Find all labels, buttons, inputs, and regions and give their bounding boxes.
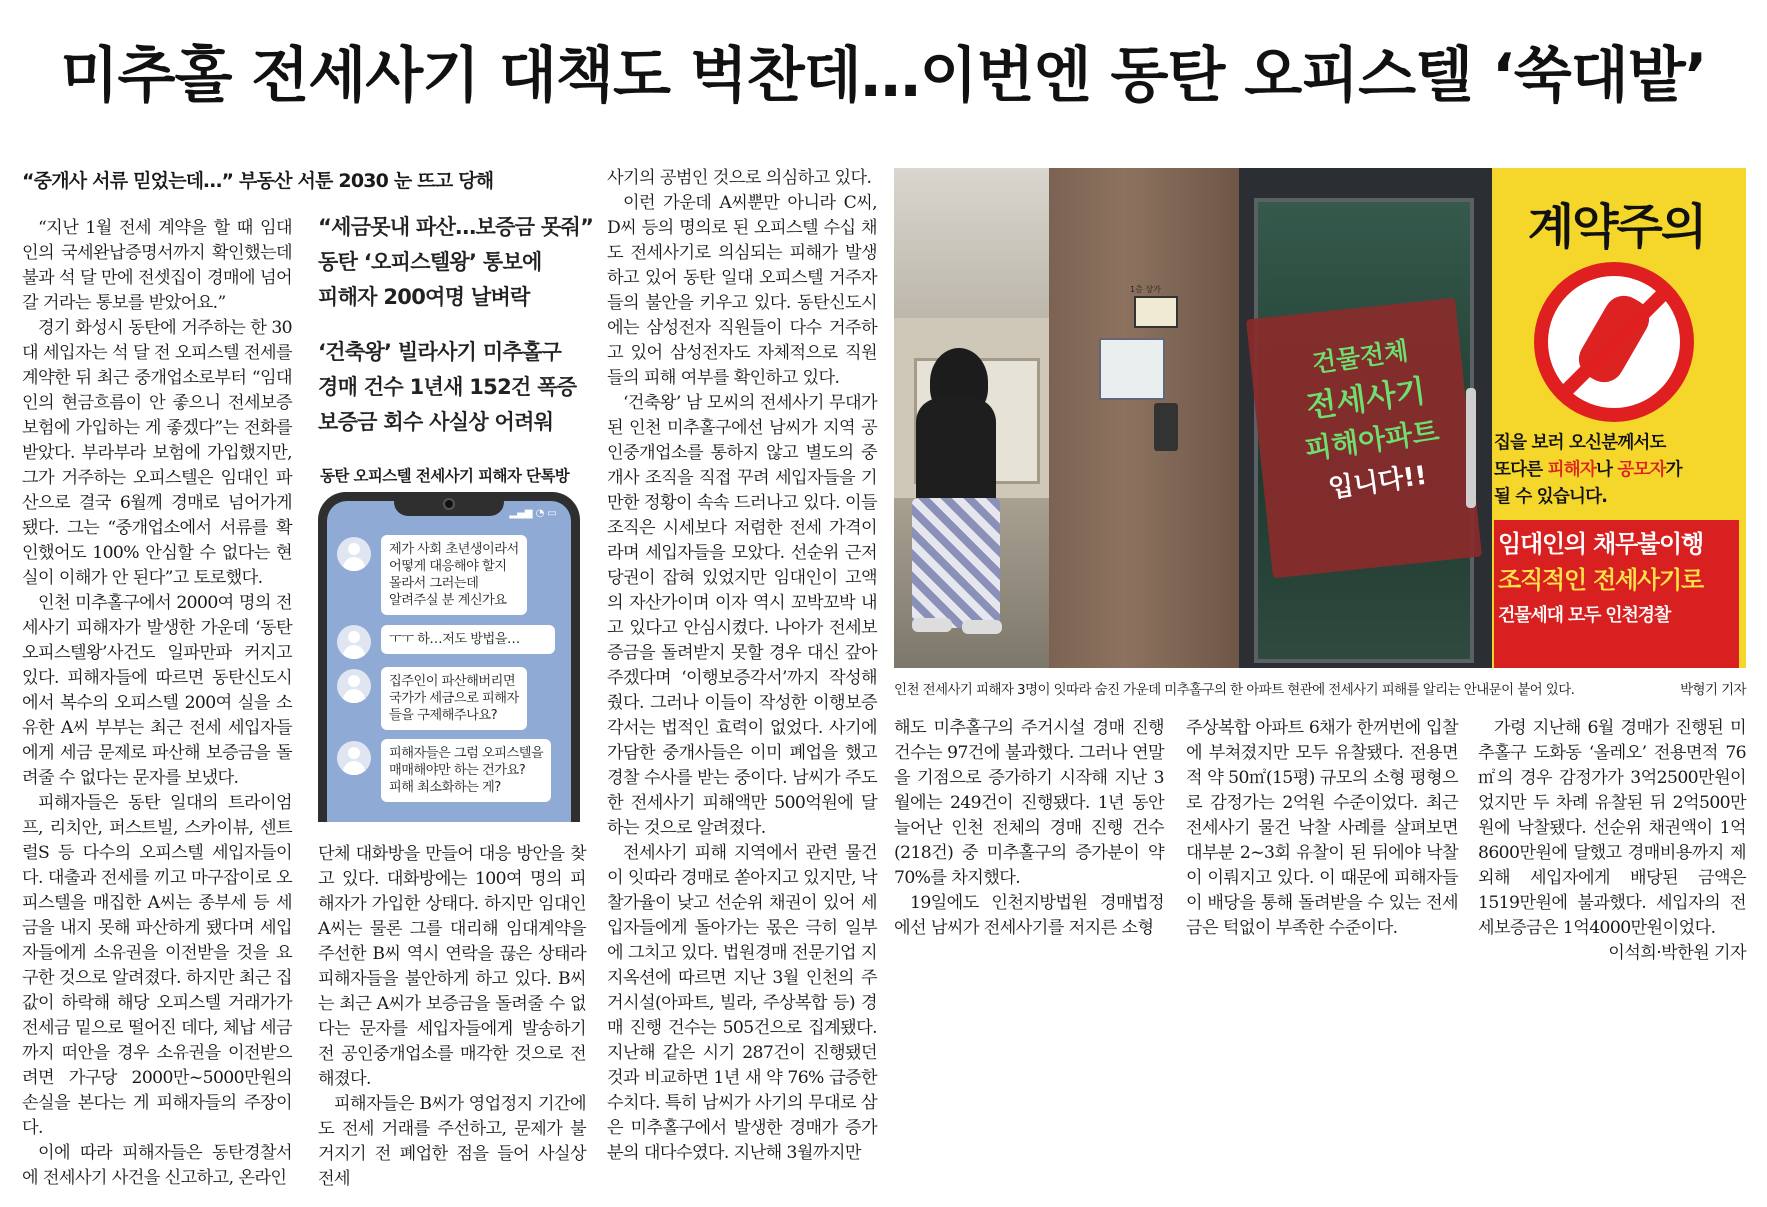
paragraph: 피해자들은 동탄 일대의 트라이엄프, 리치안, 퍼스트빌, 스카이뷰, 센트럴S 등 다수의 오피스텔 세입자들이다. 대출과 전세를 끼고 마구잡이로 오피스텔을 매집한 A씨는 종부세 등 세금을 내지 못해 파산하게 됐다며 세입자들에게 소유권을 이전받을 것을 요구한 것으로 알려졌다. 하지만 최근 집값이 하락해 해당 오피스텔 거래가가 전세금 밑으로 떨어진 데다, 체납 세금까지 떠안을 경우 소유권을 이전받으려면 가구당 2000만~5000만원의 손실을 본다는 게 피해자들의 주장이다. bbox=[22, 793, 292, 1138]
paragraph: 해도 미추홀구의 주거시설 경매 진행 건수는 97건에 불과했다. 그러나 연말을 기점으로 증가하기 시작해 지난 3월에는 249건이 진행됐다. 1년 동안 늘어난 인천 전체의 경매 진행 건수(218건) 중 미추홀구의 증가분이 약 70%를 차지했다. bbox=[894, 718, 1164, 888]
avatar-icon bbox=[337, 669, 371, 703]
poster-line: 조직적인 전세사기로 bbox=[1498, 566, 1704, 594]
article-column-4 bbox=[894, 716, 1164, 941]
pull-quote-line: 동탄 ‘오피스텔왕’ 통보에 bbox=[318, 250, 542, 274]
poster-line: 또다른 피해자나 공모자가 bbox=[1494, 460, 1682, 480]
phone-graphic bbox=[318, 492, 580, 822]
camera-icon bbox=[443, 498, 455, 510]
chat-bubble: 집주인이 파산해버리면 국가가 세금으로 피해자 들을 구제해주나요? bbox=[381, 667, 527, 730]
pull-quote-line: 피해자 200여명 날벼락 bbox=[318, 285, 530, 309]
paragraph: 주상복합 아파트 6채가 한꺼번에 입찰에 부쳐졌지만 모두 유찰됐다. 전용면적 약 50㎡(15평) 규모의 소형 평형으로 감정가는 2억원 수준이었다. 최근 전세사기 물건 낙찰 사례를 살펴보면 대부분 2~3회 유찰이 된 뒤에야 낙찰이 이뤄지고 있다. 이 때문에 피해자들이 배당을 통해 돌려받을 수 있는 전세금은 턱없이 부족한 수준이다. bbox=[1186, 718, 1458, 938]
chat-bubble: 피해자들은 그럼 오피스텔을 매매해야만 하는 건가요? 피해 최소화하는 게? bbox=[381, 739, 551, 802]
paragraph: 인천 미추홀구에서 2000여 명의 전세사기 피해자가 발생한 가운데 ‘동탄 오피스텔왕’사건도 일파만파 커지고 있다. 피해자들에 따르면 동탄신도시에서 복수의 오피스텔 200여 실을 소유한 A씨 부부는 최근 전세 세입자들에게 세금 문제로 파산해 보증금을 돌려줄 수 없다는 문자를 보냈다. bbox=[22, 593, 292, 788]
paragraph: “지난 1월 전세 계약을 할 때 임대인의 국세완납증명서까지 확인했는데 불과 석 달 만에 전셋집이 경매에 넘어갈 거라는 통보를 받았어요.” bbox=[22, 218, 292, 313]
pull-quote-line: “세금못내 파산…보증금 못줘” bbox=[318, 215, 594, 239]
article-column-6 bbox=[1478, 716, 1746, 966]
door-sign-line: 입니다!! bbox=[1326, 460, 1429, 505]
phone-graphic-title: 동탄 오피스텔 전세사기 피해자 단톡방 bbox=[320, 467, 570, 485]
poster-line: 임대인의 채무불이행 bbox=[1498, 530, 1704, 558]
phone-notch bbox=[394, 492, 504, 516]
photo-credit: 박형기 기자 bbox=[1680, 682, 1746, 698]
avatar-icon bbox=[337, 537, 371, 571]
pull-quote-1 bbox=[318, 210, 594, 315]
pull-quote-2 bbox=[318, 335, 588, 440]
chat-bubble: ㅜㅜ 하…저도 방법을… bbox=[381, 625, 555, 654]
pull-quote-line: ‘건축왕’ 빌라사기 미추홀구 bbox=[318, 340, 562, 364]
caption-text: 인천 전세사기 피해자 3명이 잇따라 숨진 가운데 미추홀구의 한 아파트 현관에 전세사기 피해를 알리는 안내문이 붙어 있다. bbox=[894, 682, 1575, 698]
status-bar-icons: ▂▄▆ ◔ ▭ bbox=[509, 508, 557, 519]
paragraph: 전세사기 피해 지역에서 관련 물건이 잇따라 경매로 쏟아지고 있지만, 낙찰가율이 낮고 선순위 채권이 있어 세입자들에게 돌아가는 몫은 극히 일부에 그치고 있다. 법원경매 전문기업 지지옥션에 따르면 지난 3월 인천의 주거시설(아파트, 빌라, 주상복합 등) 경매 진행 건수는 505건으로 집계됐다. 지난해 같은 시기 287건이 진행됐던 것과 비교하면 1년 새 약 76% 급증한 수치다. 특히 남씨가 사기의 무대로 삼은 미추홀구에서 발생한 경매가 증가분의 대다수였다. 지난해 3월까지만 bbox=[607, 843, 877, 1163]
paragraph: ‘건축왕’ 남 모씨의 전세사기 무대가 된 인천 미추홀구에선 남씨가 지역 공인중개업소를 통하지 않고 별도의 중개사 조직을 직접 꾸려 세입자들을 기만한 정황이 속속 드러나고 있다. 이들 조직은 시세보다 저렴한 전세 가격이라며 세입자들을 모았다. 선순위 근저당권이 잡혀 있었지만 임대인이 고액의 자산가이며 이자 역시 꼬박꼬박 내고 있다고 안심시켰다. 나아가 전세보증금을 돌려받지 못할 경우 대신 갚아주겠다며 ‘이행보증각서’까지 작성해줬다. 그러나 이들이 작성한 이행보증각서는 법적인 효력이 없었다. 사기에 가담한 중개사들은 이미 폐업을 했고 경찰 수사를 받는 중이다. 남씨가 주도한 전세사기 피해액만 500억원에 달하는 것으로 알려졌다. bbox=[607, 393, 877, 838]
subheadline: “중개사 서류 믿었는데…” 부동산 서툰 2030 눈 뜨고 당해 bbox=[22, 170, 494, 192]
paragraph: 단체 대화방을 만들어 대응 방안을 찾고 있다. 대화방에는 100여 명의 피해자가 가입한 상태다. 하지만 임대인 A씨는 물론 그를 대리해 임대계약을 주선한 B씨 역시 연락을 끊은 상태라 피해자들을 불안하게 하고 있다. B씨는 최근 A씨가 보증금을 돌려줄 수 없다는 문자를 세입자들에게 발송하기 전 공인중개업소를 매각한 것으로 전해졌다. bbox=[318, 844, 586, 1089]
pull-quote-line: 경매 건수 1년새 152건 폭증 bbox=[318, 375, 577, 399]
paragraph: 사기의 공범인 것으로 의심하고 있다. bbox=[607, 168, 872, 188]
paragraph: 19일에도 인천지방법원 경매법정에선 남씨가 전세사기를 저지른 소형 bbox=[894, 893, 1164, 938]
pull-quote-line: 보증금 회수 사실상 어려워 bbox=[318, 410, 554, 434]
poster-title: 계약주의 bbox=[1527, 199, 1706, 255]
news-photo bbox=[894, 168, 1746, 668]
poster-line: 집을 보러 오신분께서도 bbox=[1494, 433, 1666, 453]
poster-line: 될 수 있습니다. bbox=[1494, 487, 1608, 507]
paragraph: 피해자들은 B씨가 영업정지 기간에도 전세 거래를 주선하고, 문제가 불거지기 전 폐업한 점을 들어 사실상 전세 bbox=[318, 1094, 586, 1189]
paragraph: 경기 화성시 동탄에 거주하는 한 30대 세입자는 석 달 전 오피스텔 전세를 계약한 뒤 최근 중개업소로부터 “임대인의 현금흐름이 안 좋으니 전세보증보험에 가입하는 게 좋겠다”는 전화를 받았다. 부라부라 보험에 가입했지만, 그가 거주하는 오피스텔은 임대인 파산으로 결국 6월께 경매로 넘어가게 됐다. 그는 “중개업소에서 서류를 확인했어도 100% 안심할 수 없다는 현실이 이해가 안 된다”고 토로했다. bbox=[22, 318, 292, 588]
headline: 미추홀 전세사기 대책도 벅찬데…이번엔 동탄 오피스텔 ‘쑥대밭’ bbox=[60, 41, 1707, 111]
article-column-1 bbox=[22, 216, 292, 1191]
chat-bubble: 제가 사회 초년생이라서 어떻게 대응해야 할지 몰라서 그러는데 알려주실 분 계신가요 bbox=[381, 535, 527, 615]
door-sign-line: 건물전체 bbox=[1310, 336, 1411, 379]
door-sign-line: 피해아파트 bbox=[1302, 414, 1442, 467]
avatar-icon bbox=[337, 625, 371, 659]
paragraph: 가령 지난해 6월 경매가 진행된 미추홀구 도화동 ‘올레오’ 전용면적 76㎡의 경우 감정가가 3억2500만원이었지만 두 차례 유찰된 뒤 2억500만원에 낙찰됐다. 선순위 채권액이 1억8600만원에 달했고 경매비용까지 제외해 세입자에게 배당된 금액은 1519만원에 불과했다. 세입자의 전세보증금은 1억4000만원이었다. bbox=[1478, 718, 1746, 938]
article-column-2 bbox=[318, 842, 586, 1192]
photo-caption bbox=[894, 678, 1746, 698]
article-column-3 bbox=[607, 166, 877, 1166]
paragraph: 이런 가운데 A씨뿐만 아니라 C씨, D씨 등의 명의로 된 오피스텔 수십 채도 전세사기로 의심되는 피해가 발생하고 있어 동탄 일대 오피스텔 거주자들의 불안을 키우고 있다. 동탄신도시에는 삼성전자 직원들이 다수 거주하고 있어 삼성전자도 자체적으로 직원들의 피해 여부를 확인하고 있다. bbox=[607, 193, 877, 388]
door-sign-line: 전세사기 bbox=[1304, 373, 1428, 426]
phone-screen bbox=[327, 501, 571, 822]
byline: 이석희·박한원 기자 bbox=[1608, 943, 1746, 963]
avatar-icon bbox=[337, 741, 371, 775]
unit-plate: 1층 상가 bbox=[1130, 285, 1161, 294]
poster-line: 건물세대 모두 인천경찰 bbox=[1498, 605, 1671, 626]
paragraph: 이에 따라 피해자들은 동탄경찰서에 전세사기 사건을 신고하고, 온라인 bbox=[22, 1143, 292, 1188]
article-column-5 bbox=[1186, 716, 1458, 941]
